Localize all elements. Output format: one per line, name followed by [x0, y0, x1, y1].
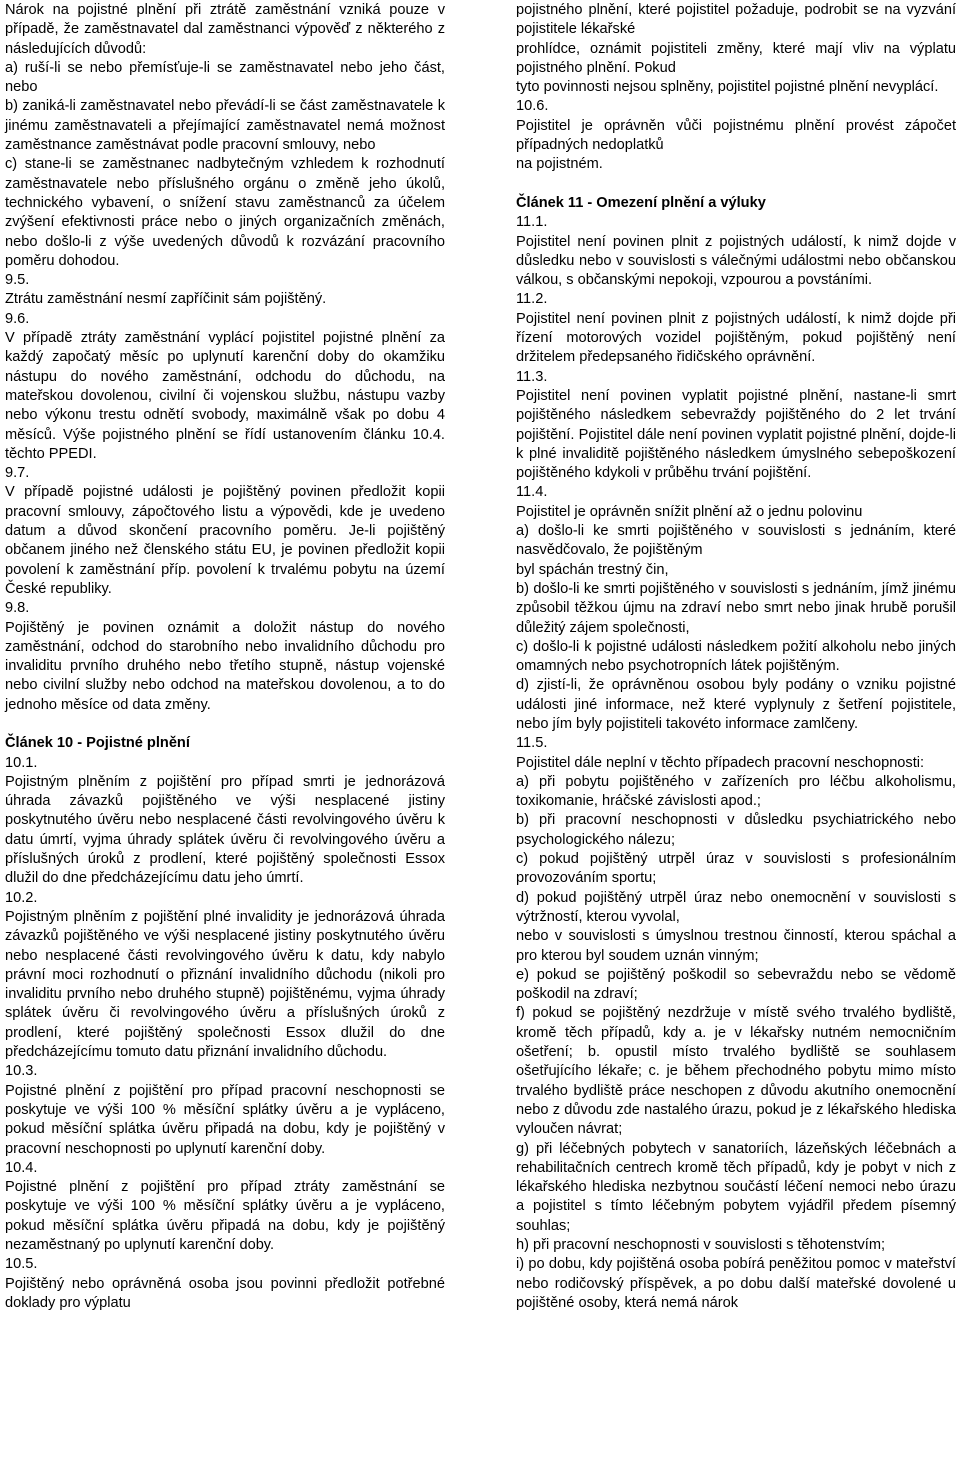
- clause-number: 10.3.: [5, 1063, 38, 1080]
- paragraph: Pojistné plnění z pojištění pro případ pracovní neschopnosti se poskytuje ve výši 100 % měsíční splátky úvěru a je vypláceno, pokud měsíční splátka úvěru připadá na dobu, kdy je pojištěný v pracovní neschopnosti po uplynutí karenční doby.: [5, 1082, 445, 1157]
- paragraph: d) pokud pojištěný utrpěl úraz nebo onemocnění v souvislosti s výtržností, kterou vyvolal,: [516, 889, 956, 925]
- paragraph: Pojištěný nebo oprávněná osoba jsou povinni předložit potřebné doklady pro výplatu: [5, 1275, 445, 1311]
- article-heading: Článek 11 - Omezení plnění a výluky: [516, 194, 766, 211]
- paragraph: V případě pojistné události je pojištěný povinen předložit kopii pracovní smlouvy, zápočtového listu a výpovědi, kde je uvedeno datum a důvod skončení pracovního poměru. Je-li pojištěný občanem jiného než členského státu EU, je povinen předložit kopii povolení k zaměstnání příp. povolení k trvalému pobytu na území České republiky.: [5, 484, 445, 597]
- paragraph: Pojištěný je povinen oznámit a doložit nástup do nového zaměstnání, odchod do starobního nebo invalidního důchodu pro invaliditu prvního druhého nebo třetího stupně, nástup vojenské nebo civilní služby nebo odchod na mateřskou dovolenou, a to do jednoho měsíce od data změny.: [5, 619, 445, 713]
- paragraph: tyto povinnosti nejsou splněny, pojistitel pojistné plnění nevyplácí.: [516, 79, 939, 96]
- paragraph: Ztrátu zaměstnání nesmí zapříčinit sám pojištěný.: [5, 291, 327, 308]
- clause-number: 10.5.: [5, 1256, 38, 1273]
- paragraph: g) při léčebných pobytech v sanatoriích, lázeňských léčebnách a rehabilitačních centrech kromě těch případů, kdy je pobyt v nich z lékařského hlediska nezbytnou součástí léčení nemoci nebo úrazu a pojistitel s tímto léčebným pobytem vyjádřil předem písemný souhlas;: [516, 1140, 956, 1234]
- paragraph: e) pokud se pojištěný poškodil so sebevraždu nebo se vědomě poškodil na zdraví;: [516, 966, 956, 1003]
- clause-number: 9.5.: [5, 272, 30, 289]
- clause-number: 9.6.: [5, 310, 30, 327]
- left-column: [5, 1, 445, 1313]
- paragraph: na pojistném.: [516, 156, 603, 173]
- clause-number: 11.5.: [516, 735, 548, 752]
- clause-number: 10.2.: [5, 889, 38, 906]
- paragraph: b) došlo-li ke smrti pojištěného v souvislosti s jednáním, jímž jinému způsobil těžkou újmu na zdraví nebo smrt nebo jinak hrubě porušil důležitý zájem společnosti,: [516, 580, 956, 636]
- paragraph: byl spáchán trestný čin,: [516, 561, 669, 578]
- paragraph: Pojistitel není povinen vyplatit pojistné plnění, nastane-li smrt pojištěného následkem sebevraždy pojištěného do 2 let trvání pojištění. Pojistitel dále není povinen vyplatit pojistné plnění, dojde-li k plné invaliditě pojištěného následkem úmyslného sebepoškození pojištěného kdykoli v průběhu trvání pojištění.: [516, 387, 956, 482]
- paragraph: Pojistným plněním z pojištění plné invalidity je jednorázová úhrada závazků pojištěného ve výši nesplacené jistiny poskytnutého úvěru nebo nesplacené části revolvingového úvěru k datu, kdy nabylo právní moci rozhodnutí o přiznání invalidního důchodu (nikoli pro invaliditu prvního nebo druhého stupně) pojištěnému, vyjma úhrady splátek úvěru či revolvingového úvěru a příslušných úroků z prodlení, které pojištěný společnosti Essox dlužil do dne předcházejícímu tomuto datu přiznání invalidního důchodu.: [5, 908, 445, 1061]
- clause-number: 11.3.: [516, 368, 548, 385]
- clause-number: 11.4.: [516, 484, 548, 501]
- paragraph: Nárok na pojistné plnění při ztrátě zaměstnání vzniká pouze v případě, že zaměstnavatel dal zaměstnanci výpověď z některého z následujících důvodů:: [5, 2, 445, 57]
- paragraph: b) při pracovní neschopnosti v důsledku psychiatrického nebo psychologického nálezu;: [516, 812, 956, 848]
- article-heading: Článek 10 - Pojistné plnění: [5, 735, 190, 752]
- paragraph: Pojistitel dále neplní v těchto případech pracovní neschopnosti:: [516, 754, 925, 771]
- clause-number: 10.4.: [5, 1159, 38, 1176]
- paragraph: nebo v souvislosti s úmyslnou trestnou činností, kterou spáchal a pro kterou byl soudem uznán vinným;: [516, 928, 956, 964]
- paragraph: h) při pracovní neschopnosti v souvislosti s těhotenstvím;: [516, 1237, 886, 1253]
- paragraph: Pojistitel není povinen plnit z pojistných událostí, k nimž dojde při řízení motorových vozidel pojištěným, pokud pojištěný není držitelem předepsaného řidičského oprávnění.: [516, 310, 956, 366]
- clause-number: 9.7.: [5, 465, 30, 482]
- paragraph: a) ruší-li se nebo přemísťuje-li se zaměstnavatel nebo jeho část, nebo: [5, 59, 445, 96]
- paragraph: V případě ztráty zaměstnání vyplácí pojistitel pojistné plnění za každý započatý měsíc po uplynutí karenční doby do okamžiku nástupu do nového zaměstnání, odchodu do důchodu, na mateřskou dovolenou, civilní či vojenskou službu, nástupu vazby nebo výkonu trestu odnětí svobody, maximálně však po dobu 4 měsíců. Výše pojistného plnění se řídí ustanovením článku 10.4. těchto PPEDI.: [5, 330, 445, 462]
- paragraph: Pojistitel je oprávněn snížit plnění až o jednu polovinu: [516, 503, 863, 520]
- paragraph: a) při pobytu pojištěného v zařízeních pro léčbu alkoholismu, toxikomanie, hráčské závislosti apod.;: [516, 773, 956, 810]
- paragraph: i) po dobu, kdy pojištěná osoba pobírá peněžitou pomoc v mateřství nebo rodičovský příspěvek, a po dobu další mateřské dovolené u pojištěné osoby, která nemá nárok: [516, 1256, 956, 1311]
- clause-number: 11.1.: [516, 214, 548, 231]
- paragraph-spacer: [5, 715, 445, 734]
- clause-number: 10.1.: [5, 754, 38, 771]
- paragraph: b) zaniká-li zaměstnavatel nebo převádí-li se část zaměstnavatele k jinému zaměstnavateli a přejímající zaměstnavatel nemá možnost zaměstnance zaměstnávat podle pracovní smlouvy, nebo: [5, 98, 445, 154]
- paragraph: c) pokud pojištěný utrpěl úraz v souvislosti s profesionálním provozováním sportu;: [516, 851, 956, 887]
- paragraph: c) stane-li se zaměstnanec nadbytečným vzhledem k rozhodnutí zaměstnavatele nebo příslušného orgánu o změně jeho úkolů, technického vybavení, o snížení stavu zaměstnanců za účelem zvýšení efektivnosti práce nebo o jiných organizačních změnách, nebo došlo-li z výše uvedených důvodů k rozvázání pracovního poměru dohodou.: [5, 156, 445, 269]
- paragraph: c) došlo-li k pojistné události následkem požití alkoholu nebo jiných omamných nebo psychotropních látek pojištěným.: [516, 638, 956, 675]
- paragraph-spacer: [516, 175, 956, 194]
- clause-number: 9.8.: [5, 600, 30, 617]
- paragraph: a) došlo-li ke smrti pojištěného v souvislosti s jednáním, které nasvědčovalo, že pojištěným: [516, 523, 956, 559]
- paragraph: Pojistným plněním z pojištění pro případ smrti je jednorázová úhrada závazků pojištěného ve výši nesplacené jistiny poskytnutého úvěru nebo nesplacené části revolvingového úvěru k datu úmrtí, vyjma úhrady splátek úvěru či revolvingového úvěru a příslušných úroků z prodlení, které pojištěný společnosti Essox dlužil do dne předcházejícímu datu jeho úmrtí.: [5, 773, 445, 887]
- paragraph: Pojistitel není povinen plnit z pojistných událostí, k nimž dojde v důsledku nebo v souvislosti s válečnými událostmi nebo občanskou válkou, s občanskými nepokoji, vzpourou a povstáními.: [516, 233, 956, 289]
- clause-number: 11.2.: [516, 291, 548, 308]
- clause-number: 10.6.: [516, 98, 549, 115]
- paragraph: Pojistné plnění z pojištění pro případ ztráty zaměstnání se poskytuje ve výši 100 % měsíční splátky úvěru a je vypláceno, pokud měsíční splátka úvěru připadá na dobu, kdy je pojištěný nezaměstnaný po uplynutí karenční doby.: [5, 1179, 445, 1253]
- paragraph: d) zjistí-li, že oprávněnou osobou byly podány o vzniku pojistné události jiné informace, než které vyplynuly z šetření pojistitele, nebo jím byly pojistiteli takovéto informace zamlčeny.: [516, 677, 956, 732]
- paragraph: Pojistitel je oprávněn vůči pojistnému plnění provést zápočet případných nedoplatků: [516, 117, 956, 154]
- paragraph: pojistného plnění, které pojistitel požaduje, podrobit se na vyzvání pojistitele lékařské: [516, 2, 956, 38]
- paragraph: prohlídce, oznámit pojistiteli změny, které mají vliv na výplatu pojistného plnění. Pokud: [516, 40, 956, 76]
- right-column: [516, 1, 956, 1313]
- paragraph: f) pokud se pojištěný nezdržuje v místě svého trvalého bydliště, kromě těch případů, kdy a. je v lékařsky nutném nemocničním ošetření; b. opustil místo trvalého bydliště se souhlasem ošetřujícího lékaře; c. je během přechodného pobytu mimo místo trvalého bydliště práce neschopen z důvodu akutního onemocnění nebo z důvodu zde nastalého úrazu, pokud je z lékařského hlediska vyloučen návrat;: [516, 1005, 956, 1138]
